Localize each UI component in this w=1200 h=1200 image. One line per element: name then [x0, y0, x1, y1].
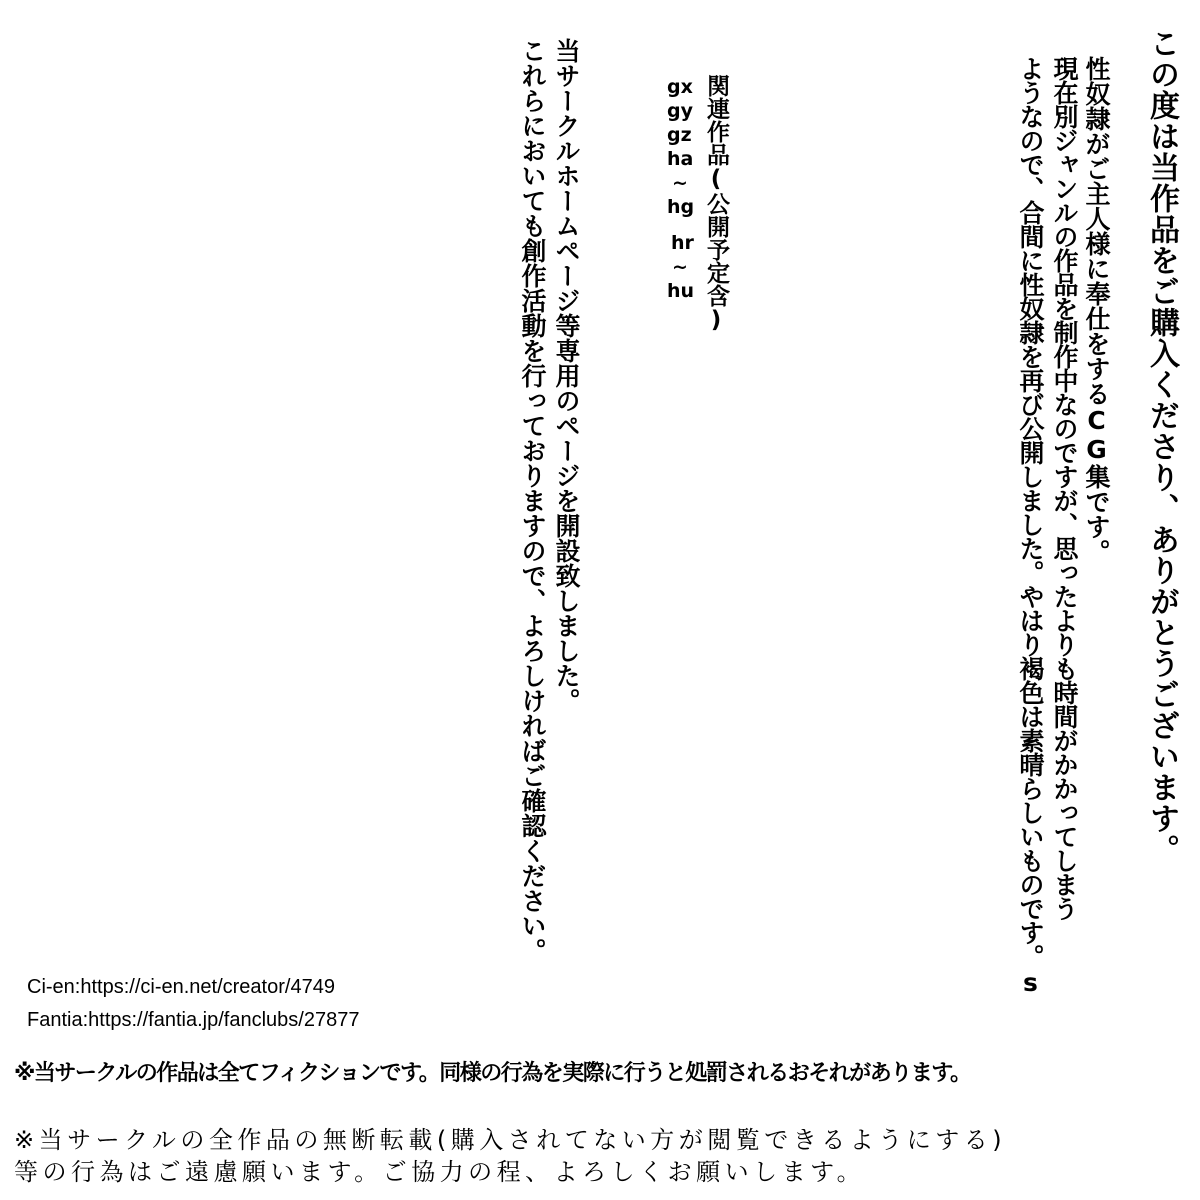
cien-link[interactable]: Ci-en:https://ci-en.net/creator/4749 [27, 976, 335, 998]
fantia-link[interactable]: Fantia:https://fantia.jp/fanclubs/27877 [27, 1009, 360, 1031]
homepage-line-2: これらにおいても創作活動を行っておりますので、よろしければご確認ください。 [518, 38, 547, 963]
description-line-3: ようなので、合間に性奴隷を再び公開しました。やはり褐色は素晴らしいものです。s [1016, 56, 1045, 996]
code-item: ha [667, 148, 694, 170]
fiction-notice: ※当サークルの作品は全てフィクションです。同様の行為を実際に行うと処罰されるおそれがあります。 [14, 1061, 971, 1086]
description-line-2: 現在別ジャンルの作品を制作中なのですが、思ったよりも時間がかかってしまう [1050, 56, 1079, 920]
code-item: gz [667, 124, 692, 146]
thanks-line: この度は当作品をご購入くださり、ありがとうございます。 [1144, 28, 1179, 865]
homepage-line-1: 当サークルホームページ等専用のページを開設致しました。 [552, 38, 581, 713]
code-range-tilde: ~ [672, 172, 688, 194]
reprint-notice-line-2: 等の行為はご遠慮願います。ご協力の程、よろしくお願いします。 [14, 1158, 866, 1186]
code-item: gx [667, 76, 693, 98]
related-works-codes [667, 78, 703, 306]
code-item: hu [667, 280, 695, 302]
reprint-notice-line-1: ※当サークルの全作品の無断転載(購入されてない方が閲覧できるようにする) [14, 1126, 1007, 1154]
code-range-tilde: ~ [672, 256, 688, 278]
code-item: hr [671, 232, 694, 254]
related-works-heading: 関連作品(公開予定含) [703, 74, 729, 333]
code-item: hg [667, 196, 695, 218]
code-item: gy [667, 100, 693, 122]
description-line-1: 性奴隷がご主人様に奉仕をするCG集です。 [1082, 56, 1111, 564]
